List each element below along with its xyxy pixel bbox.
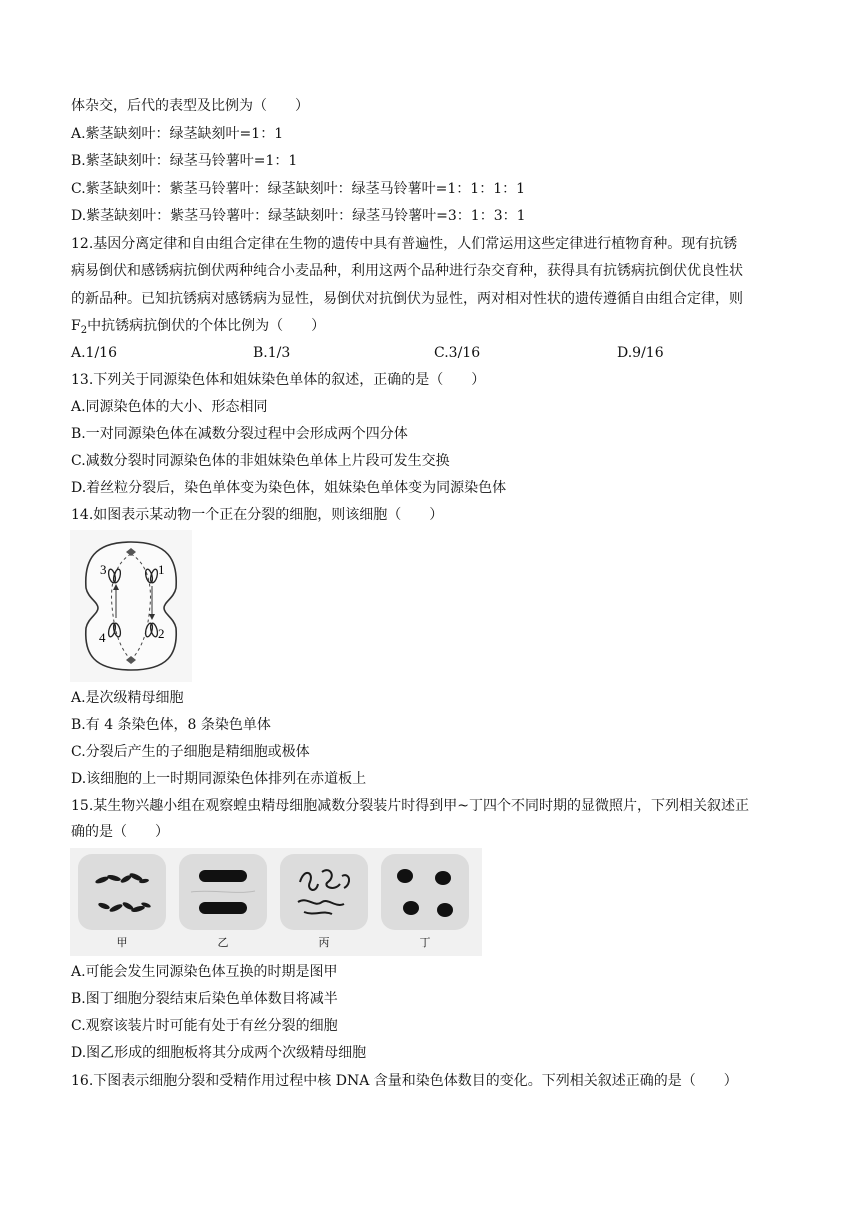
q11-option-d: D.紫茎缺刻叶：紫茎马铃薯叶：绿茎缺刻叶：绿茎马铃薯叶=3：1：3：1 (71, 208, 526, 224)
q15-option-d: D.图乙形成的细胞板将其分成两个次级精母细胞 (71, 1045, 367, 1061)
chromosome-label-1: 1 (158, 562, 165, 577)
q11-stem-continuation: 体杂交，后代的表型及比例为（ ） (71, 98, 309, 114)
chromosome-label-4: 4 (99, 630, 106, 645)
q13-option-a: A.同源染色体的大小、形态相同 (71, 399, 268, 415)
q12-option-d: D.9/16 (617, 345, 664, 361)
q13-stem: 13.下列关于同源染色体和姐妹染色单体的叙述，正确的是（ ） (71, 372, 486, 388)
q12-stem-rest: 中抗锈病抗倒伏的个体比例为（ ） (87, 318, 326, 334)
four-nuclei-image (381, 854, 469, 930)
q12-stem-line1: 12.基因分离定律和自由组合定律在生物的遗传中具有普遍性，人们常运用这些定律进行植物育种。现有抗锈 (71, 236, 738, 252)
q13-option-d: D.着丝粒分裂后，染色单体变为染色体，姐妹染色单体变为同源染色体 (71, 480, 507, 496)
micrograph-ding (381, 854, 469, 930)
q14-stem: 14.如图表示某动物一个正在分裂的细胞，则该细胞（ ） (71, 507, 444, 523)
q12-stem-line4 (71, 316, 325, 336)
q14-option-a: A.是次级精母细胞 (71, 690, 184, 706)
q11-option-b: B.紫茎缺刻叶：绿茎马铃薯叶=1：1 (71, 153, 298, 169)
q14-option-c: C.分裂后产生的子细胞是精细胞或极体 (71, 744, 310, 760)
q15-option-b: B.图丁细胞分裂结束后染色单体数目将减半 (71, 991, 338, 1007)
q14-option-d: D.该细胞的上一时期同源染色体排列在赤道板上 (71, 771, 367, 787)
micrograph-yi (179, 854, 267, 930)
q14-cell-figure (70, 530, 192, 682)
q11-option-c: C.紫茎缺刻叶：紫茎马铃薯叶：绿茎缺刻叶：绿茎马铃薯叶=1：1：1：1 (71, 181, 526, 197)
q12-stem-line2: 病易倒伏和感锈病抗倒伏两种纯合小麦品种，利用这两个品种进行杂交育种，获得具有抗锈病抗倒伏优良性状 (71, 263, 743, 279)
q16-stem: 16.下图表示细胞分裂和受精作用过程中核 DNA 含量和染色体数目的变化。下列相关叙述正确的是（ ） (71, 1073, 738, 1089)
dividing-cell-diagram (70, 530, 192, 682)
micrograph-label-ding: 丁 (419, 936, 431, 949)
q15-option-c: C.观察该装片时可能有处于有丝分裂的细胞 (71, 1018, 338, 1034)
q12-f-letter: F (71, 318, 81, 334)
q12-option-b: B.1/3 (253, 345, 291, 361)
q13-option-b: B.一对同源染色体在减数分裂过程中会形成两个四分体 (71, 426, 408, 442)
telophase-chromosomes-image (179, 854, 267, 930)
q15-stem-line2: 确的是（ ） (71, 824, 169, 840)
q13-option-c: C.减数分裂时同源染色体的非姐妹染色单体上片段可发生交换 (71, 453, 450, 469)
micrograph-jia (78, 854, 166, 930)
q15-micrograph-strip (70, 848, 482, 956)
prophase-chromosomes-image (280, 854, 368, 930)
q15-option-a: A.可能会发生同源染色体互换的时期是图甲 (71, 964, 338, 980)
chromosome-label-2: 2 (158, 626, 165, 641)
q12-stem-line3: 的新品种。已知抗锈病对感锈病为显性，易倒伏对抗倒伏为显性，两对相对性状的遗传遵循自由组合定律，则 (71, 291, 743, 307)
q12-option-c: C.3/16 (434, 345, 481, 361)
anaphase-chromosomes-image (78, 854, 166, 930)
micrograph-label-yi: 乙 (217, 936, 229, 949)
q12-f-subscript: 2 (80, 325, 88, 336)
q14-option-b: B.有 4 条染色体，8 条染色单体 (71, 717, 271, 733)
chromosome-label-3: 3 (100, 562, 107, 577)
micrograph-label-bing: 丙 (318, 936, 330, 949)
micrograph-label-jia: 甲 (116, 936, 128, 949)
q11-option-a: A.紫茎缺刻叶：绿茎缺刻叶=1：1 (71, 126, 284, 142)
micrograph-bing (280, 854, 368, 930)
q12-option-a: A.1/16 (71, 345, 117, 361)
q15-stem-line1: 15.某生物兴趣小组在观察蝗虫精母细胞减数分裂装片时得到甲~丁四个不同时期的显微照片，下列相关叙述正 (71, 798, 749, 814)
